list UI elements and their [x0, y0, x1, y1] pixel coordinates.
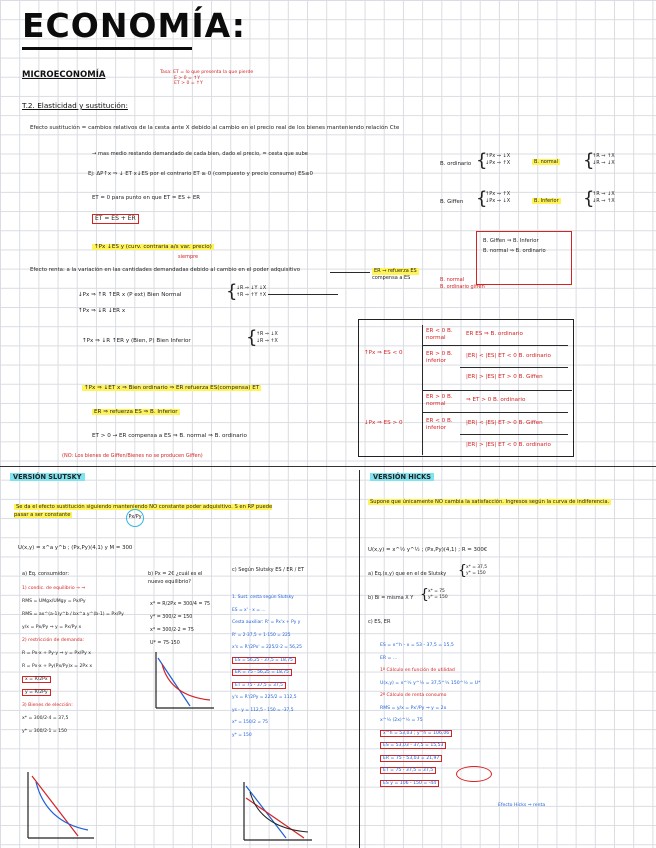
hicks-utility: U(x,y) = x^½ y^½ ; (Px,Py)(4,1) ; R = 300€	[368, 547, 488, 553]
brace-icon: {	[246, 327, 258, 348]
brace-icon: {	[476, 150, 488, 171]
table-up-label: ↑Px ⇒ ES < 0	[364, 350, 403, 356]
price-ratio-circle: Px/Py	[126, 509, 144, 527]
inferior-good-lines: ↑R ⇒ ↓X ↓R ⇒ ↑X	[592, 191, 615, 204]
hicks-item-b: b) Bi = misma X Y	[368, 595, 414, 601]
brace-icon: {	[583, 150, 595, 171]
normal-good-lines: ↑R ⇒ ↑X ↓R ⇒ ↓X	[592, 153, 615, 166]
table-row-right: |ER| > |ES| ET < 0 B. ordinario	[466, 442, 551, 448]
slutsky-col-a: 1) condic. de equilibrio → ⇒ RMS = UMgx/UMgy = Px/Py RMS = ax^(a-1)y^b / bx^a y^(b-1) = Px/Py y/x = Px/Py ⇒ y = Px/Py x 2) restricción de demanda: R = Px·x + Py·y ⇒ y = Px/Py x R = Px·x + Py(Px/Py)x = 2Px x x = R/2Px y = R/2Py 3) Bienes de elección: x* = 300/2·4 = 37,5 y* = 300/2·1 = 150	[22, 586, 124, 734]
identity-box: ET = ES + ER	[92, 214, 139, 224]
substitution-definition: Efecto sustitución = cambios relativos de la cesta ante X debido al cambio en el precio real de los bienes manteniendo relación Cte	[30, 125, 400, 131]
table-row-left: ER < 0 B. inferior	[426, 418, 453, 431]
indifference-graph-a	[18, 768, 98, 844]
page-title: ECONOMÍA:	[22, 6, 246, 45]
ordinary-good-lines: ↑Px ⇒ ↓X ↓Px ⇒ ↑X	[485, 153, 511, 166]
es-line: Ej: ΔP↑x ⇒ ↓ ET x↓ES por el contrario ET ≥ 0 (compuesto y precio consumo) ES≤0	[88, 171, 313, 177]
arrow-connector	[268, 294, 338, 295]
et-normal-line: ET > 0 → ER compensa a ES ⇒ B. normal ⇒ B. ordinario	[92, 433, 247, 439]
table-row-left: ER > 0 B. inferior	[426, 351, 453, 364]
er-line: ER ⇒ refuerza ES ⇒ B. Inferior	[94, 409, 178, 415]
income-example-2: ↑Px ⇒ ↓R ↓ER x	[78, 308, 126, 314]
giffen-note: (NO: Los bienes de Giffen/Bienes no se producen Giffen)	[62, 453, 203, 459]
table-row-right: |ER| < |ES| ET > 0 B. Giffen	[466, 420, 543, 426]
indifference-graph-c	[236, 778, 316, 846]
title-underline	[22, 47, 192, 50]
table-divider	[422, 390, 572, 391]
brace-icon: {	[420, 587, 429, 603]
et-line: ET = 0 para punto en que ET = ES + ER	[92, 195, 201, 201]
table-row-left: ER < 0 B. normal	[426, 328, 453, 341]
normal-good-tag: B. normal	[534, 159, 559, 165]
topic-heading: T.2. Elasticidad y sustitución:	[22, 101, 128, 110]
effects-note: → mas medio restando demandado de cada bien, dado el precio, = cesta que sube	[92, 151, 308, 157]
table-row-right: |ER| > |ES| ET > 0 B. Giffen	[466, 374, 543, 380]
hicks-intro: Supone que únicamente NO cambia la satisfacción. Ingresos según la curva de indiferencia.	[370, 499, 610, 505]
table-divider	[422, 345, 568, 346]
hicks-final-note: Efecto Hicks ⇒ renta	[498, 803, 546, 808]
table-row-right: |ER| < |ES| ET < 0 B. ordinario	[466, 353, 551, 359]
section-divider	[0, 466, 656, 467]
side-note: Tasa: ET = lo que presenta la que pierde E > 0 = ↑Y ET > 0 = ↑Y	[160, 70, 254, 86]
hicks-header: VERSIÓN HICKS	[370, 473, 434, 481]
hicks-item-a: a) Eq.(x,y) que en el de Slutsky	[368, 571, 447, 577]
table-divider	[422, 412, 568, 413]
slutsky-col-a-title: a) Eq. consumidor:	[22, 571, 70, 577]
giffen-good-lines: ↑Px ⇒ ↑X ↓Px ⇒ ↓X	[485, 191, 511, 204]
table-row-left: ER > 0 B. normal	[426, 394, 453, 407]
income-example-1: ↓Px ⇒ ↑R ↑ER x (P ext) Bien Normal	[78, 292, 182, 298]
slutsky-utility: U(x,y) = x^a y^b ; (Px,Py)(4,1) y M = 300	[18, 545, 133, 551]
inferior-good-tag: B. Inferior	[534, 198, 559, 204]
section-heading: MICROECONOMÍA	[22, 70, 106, 80]
refuerza-label: ER ⇒ refuerza ES compensa a ES	[372, 268, 417, 281]
brace-icon: {	[226, 281, 238, 302]
table-row-right: ER ES ⇒ B. ordinario	[466, 331, 523, 337]
hicks-work: ES = x^h - x = 53 - 37,5 = 15,5 ER = ... 1º Cálculo en función de utilidad U(x,y) = x^½ y^½ = 37,5^½ 150^½ = U* 2º Cálculo de renta consumo RMS = y/x = Px'/Py ⇒ y = 2x x^½ (2x)^½ = 75 x^h = 53,03 ; y^h = 106,06 ES = 53,03 - 37,5 = 15,53 ER = 75 - 53,03 = 21,97 ET = 75 - 37,5 = 37,5 ES y = 106 - 150 = -44	[380, 643, 481, 786]
income-example-4: ↑Px ⇒ ↓ET x ⇒ Bien ordinario ⇒ ER refuerza ES(compensa) ET	[84, 385, 260, 391]
hicks-curly-labels-2: x* = 75 y* = 150	[428, 589, 448, 600]
giffen-good-label: B. Giffen	[440, 199, 464, 205]
es-direction: ↑Px ↓ES y (curv. contraria a/s var. precio)	[94, 244, 212, 250]
hicks-item-c: c) ES, ER	[368, 619, 391, 625]
ordinary-good-label: B. ordinario	[440, 161, 472, 167]
brace-icon: {	[583, 188, 595, 209]
income-definition: Efecto renta: a la variación en las cantidades demandadas debido al cambio en el poder adquisitivo	[30, 267, 301, 273]
income-example-3-side: ↑R ⇒ ↓X ↓R ⇒ ↑X	[256, 332, 278, 344]
table-divider	[460, 434, 568, 435]
slutsky-col-b-title: b) Px = 2€ ¿cuál es el nuevo equilibrio?	[148, 571, 203, 585]
slutsky-header: VERSIÓN SLUTSKY	[10, 473, 85, 481]
brace-icon: {	[458, 563, 467, 579]
slutsky-intro: Se da el efecto sustitución siguiendo manteniendo NO constante poder adquisitivo. S en RP puede pasar a ser constante	[14, 504, 273, 518]
income-example-3: ↑Px ⇒ ↓R ↑ER y (Bien, P) Bien Inferior	[82, 338, 191, 344]
siempre-tag: siempre	[178, 254, 199, 260]
table-down-label: ↓Px ⇒ ES > 0	[364, 420, 403, 426]
slutsky-col-c-title: c) Según Slutsky ES / ER / ET	[232, 567, 305, 573]
slutsky-col-b: x* = R/2Px = 300/4 = 75 y* = 300/2 = 150 x* = 300/2·2 = 75 U* = 75·150	[150, 602, 211, 646]
circled-result	[456, 766, 492, 782]
indifference-graph-b	[148, 648, 218, 714]
income-example-1-side: ↓R ⇒ ↓Y ↓X ↑R ⇒ ↑Y ↑X	[236, 286, 267, 298]
arrow-connector	[330, 272, 370, 273]
table-row-right: ⇒ ET > 0 B. ordinario	[466, 397, 526, 403]
classification-table	[358, 319, 574, 457]
table-divider	[460, 367, 568, 368]
column-divider	[359, 470, 360, 848]
slutsky-col-c: 1. Sust. cesta según Slutsky ES = x' - x = ... Cesta auxiliar: R' = Px'x + Py y R' = 2·37,5 + 1·150 = 225 x's = R'/2Px' = 225/2·2 = 56,25 ES = 56,25 - 37,5 = 18,75 ER = 75 - 56,25 = 18,75 ET = 75 - 37,5 = 37,5 y's = R'/2Py = 225/2 = 112,5 ys - y = 112,5 - 150 = -37,5 x* = 150/2 = 75 y* = 150	[232, 595, 302, 738]
hicks-curly-labels: x* = 37,5 y* = 150	[466, 565, 488, 576]
brace-icon: {	[476, 188, 488, 209]
giffen-summary-box: B. Giffen ⇒ B. Inferior B. normal ⇒ B. ordinario	[476, 231, 572, 285]
red-note: B. normal B. ordinario giffen	[440, 277, 485, 290]
